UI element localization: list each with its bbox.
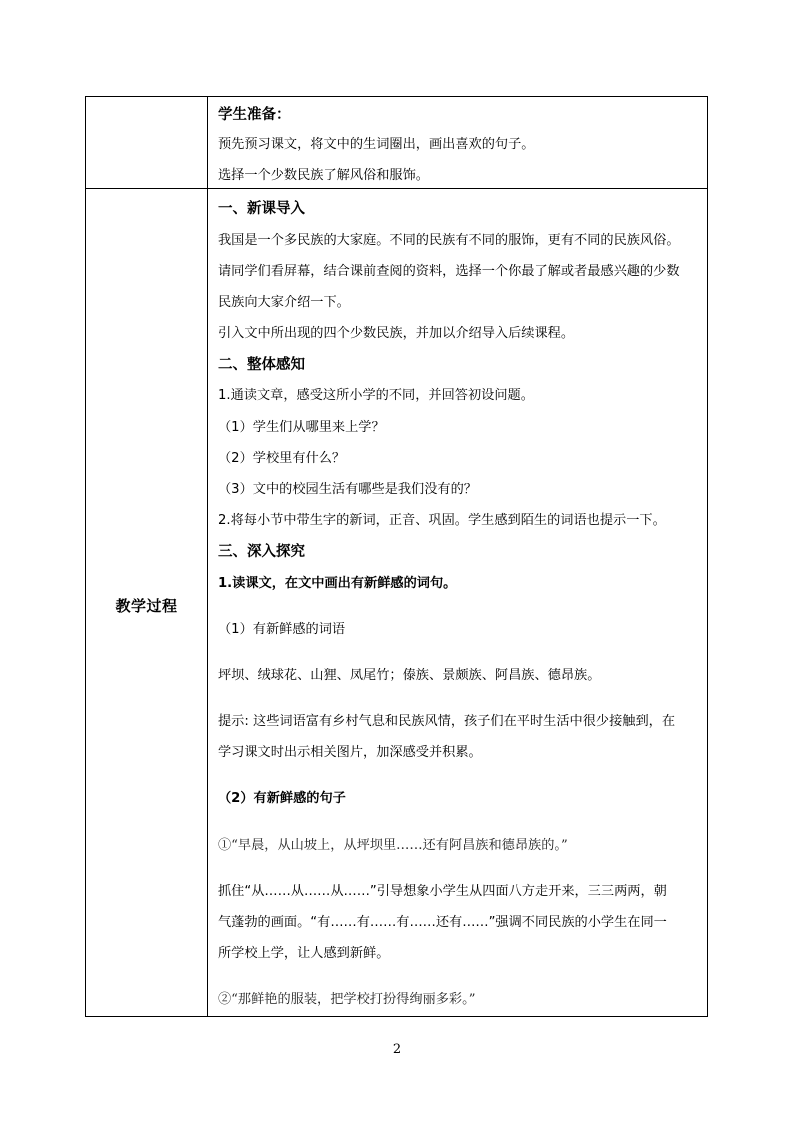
section-title-explore: 三、深入探究 xyxy=(218,544,305,560)
prep-line: 选择一个少数民族了解风俗和服饰。 xyxy=(218,168,429,183)
page-number: 2 xyxy=(392,1042,402,1057)
intro-line: 民族向大家介绍一下。 xyxy=(218,295,350,310)
explore-tip: 学习课文时出示相关图片，加深感受并积累。 xyxy=(218,745,482,760)
overview-line: 1.通读文章，感受这所小学的不同，并回答初设问题。 xyxy=(218,388,534,403)
process-row-label: 教学过程 xyxy=(115,597,178,615)
explore-word-list: 坪坝、绒球花、山狸、凤尾竹；傣族、景颇族、阿昌族、德昂族。 xyxy=(218,668,601,683)
row-divider xyxy=(86,188,707,189)
explore-quote: ②“那鲜艳的服装，把学校打扮得绚丽多彩。” xyxy=(218,992,476,1007)
overview-line: （3）文中的校园生活有哪些是我们没有的？ xyxy=(218,482,477,497)
explore-explain: 所学校上学，让人感到新鲜。 xyxy=(218,946,390,961)
explore-quote: ①“早晨，从山坡上，从坪坝里……还有阿昌族和德昂族的。” xyxy=(218,838,568,853)
lesson-plan-table xyxy=(85,96,708,1017)
column-divider xyxy=(207,97,208,1016)
overview-line: （2）学校里有什么？ xyxy=(218,451,346,466)
explore-subtitle: 1.读课文，在文中画出有新鲜感的词句。 xyxy=(218,576,457,591)
prep-line: 预先预习课文，将文中的生词圈出，画出喜欢的句子。 xyxy=(218,137,535,152)
intro-line: 我国是一个多民族的大家庭。不同的民族有不同的服饰，更有不同的民族风俗。 xyxy=(218,233,680,248)
explore-explain: 抓住“从……从……从……”引导想象小学生从四面八方走开来，三三两两，朝 xyxy=(218,884,667,899)
section-title-overview: 二、整体感知 xyxy=(218,357,305,373)
explore-tip: 提示: 这些词语富有乡村气息和民族风情，孩子们在平时生活中很少接触到，在 xyxy=(218,714,676,729)
overview-line: 2.将每小节中带生字的新词，正音、巩固。学生感到陌生的词语也提示一下。 xyxy=(218,513,666,528)
prep-title: 学生准备： xyxy=(218,107,291,123)
section-title-intro: 一、新课导入 xyxy=(218,201,305,217)
intro-line: 请同学们看屏幕，结合课前查阅的资料，选择一个你最了解或者最感兴趣的少数 xyxy=(218,264,680,279)
intro-line: 引入文中所出现的四个少数民族，并加以介绍导入后续课程。 xyxy=(218,326,575,341)
explore-item-sentences: （2）有新鲜感的句子 xyxy=(218,791,346,806)
explore-item-words: （1）有新鲜感的词语 xyxy=(218,622,346,637)
explore-explain: 气蓬勃的画面。“有……有……有……还有……”强调不同民族的小学生在同一 xyxy=(218,915,667,930)
overview-line: （1）学生们从哪里来上学？ xyxy=(218,420,385,435)
